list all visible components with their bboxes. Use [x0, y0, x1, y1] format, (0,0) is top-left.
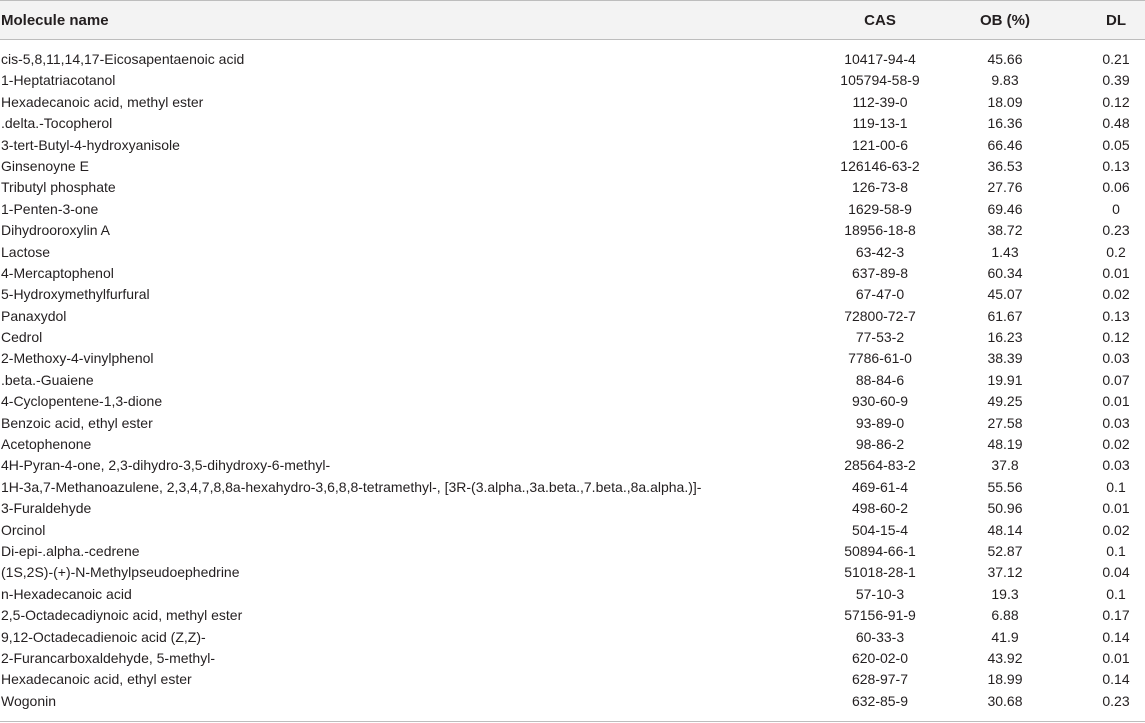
- cell-molecule-name: Benzoic acid, ethyl ester: [1, 414, 153, 431]
- cell-dl: 0.02: [1102, 436, 1130, 453]
- cell-ob: 45.07: [987, 286, 1023, 303]
- cell-ob: 18.99: [987, 671, 1023, 688]
- cell-molecule-name: (1S,2S)-(+)-N-Methylpseudoephedrine: [1, 564, 240, 581]
- cell-dl: 0.13: [1102, 307, 1130, 324]
- cell-ob: 27.58: [987, 414, 1023, 431]
- cell-ob: 30.68: [987, 692, 1023, 709]
- table-row: [0, 113, 1145, 134]
- cell-cas: 504-15-4: [851, 521, 909, 538]
- table-row: [0, 391, 1145, 412]
- table-row: [0, 135, 1145, 156]
- cell-cas: 469-61-4: [851, 478, 909, 495]
- table-row: [0, 70, 1145, 91]
- cell-dl: 0.02: [1102, 521, 1130, 538]
- cell-molecule-name: Hexadecanoic acid, methyl ester: [1, 93, 204, 110]
- cell-molecule-name: Di-epi-.alpha.-cedrene: [1, 542, 140, 559]
- cell-cas: 632-85-9: [851, 692, 909, 709]
- table-header: [0, 0, 1145, 40]
- cell-ob: 36.53: [987, 157, 1023, 174]
- cell-dl: 0.01: [1102, 393, 1130, 410]
- cell-dl: 0.01: [1102, 500, 1130, 517]
- cell-molecule-name: Ginsenoyne E: [1, 157, 89, 174]
- cell-cas: 7786-61-0: [848, 350, 912, 367]
- cell-ob: 48.14: [987, 521, 1023, 538]
- cell-dl: 0: [1112, 200, 1120, 217]
- cell-molecule-name: 2-Furancarboxaldehyde, 5-methyl-: [1, 649, 215, 666]
- table-row: [0, 413, 1145, 434]
- cell-dl: 0.03: [1102, 457, 1130, 474]
- cell-dl: 0.04: [1102, 564, 1130, 581]
- cell-molecule-name: Orcinol: [1, 521, 46, 538]
- cell-cas: 126146-63-2: [840, 157, 920, 174]
- cell-molecule-name: Tributyl phosphate: [1, 179, 116, 196]
- cell-cas: 126-73-8: [851, 179, 909, 196]
- cell-dl: 0.01: [1102, 264, 1130, 281]
- cell-dl: 0.02: [1102, 286, 1130, 303]
- cell-molecule-name: 2-Methoxy-4-vinylphenol: [1, 350, 154, 367]
- cell-cas: 57-10-3: [855, 585, 905, 602]
- cell-dl: 0.17: [1102, 607, 1130, 624]
- header-ob: OB (%): [980, 12, 1030, 29]
- cell-ob: 52.87: [987, 542, 1023, 559]
- cell-dl: 0.13: [1102, 157, 1130, 174]
- table-row: [0, 199, 1145, 220]
- cell-cas: 67-47-0: [855, 286, 905, 303]
- cell-dl: 0.1: [1106, 585, 1126, 602]
- table-row: [0, 370, 1145, 391]
- cell-ob: 49.25: [987, 393, 1023, 410]
- table-row: [0, 605, 1145, 626]
- cell-dl: 0.39: [1102, 72, 1130, 89]
- table-row: [0, 455, 1145, 476]
- cell-cas: 50894-66-1: [844, 542, 916, 559]
- table-row: [0, 220, 1145, 241]
- cell-ob: 55.56: [987, 478, 1023, 495]
- cell-cas: 57156-91-9: [844, 607, 916, 624]
- cell-ob: 19.91: [987, 371, 1023, 388]
- table-bottom-rule: [0, 721, 1145, 722]
- cell-ob: 60.34: [987, 264, 1023, 281]
- table-row: [0, 434, 1145, 455]
- cell-cas: 88-84-6: [855, 371, 905, 388]
- cell-dl: 0.03: [1102, 350, 1130, 367]
- cell-ob: 66.46: [987, 136, 1023, 153]
- header-dl: DL: [1106, 12, 1126, 29]
- cell-molecule-name: Cedrol: [1, 329, 43, 346]
- cell-dl: 0.48: [1102, 115, 1130, 132]
- cell-dl: 0.1: [1106, 478, 1126, 495]
- cell-dl: 0.06: [1102, 179, 1130, 196]
- cell-cas: 1629-58-9: [848, 200, 912, 217]
- cell-ob: 16.36: [987, 115, 1023, 132]
- cell-ob: 9.83: [991, 72, 1019, 89]
- cell-ob: 1.43: [991, 243, 1019, 260]
- cell-ob: 69.46: [987, 200, 1023, 217]
- cell-molecule-name: 1H-3a,7-Methanoazulene, 2,3,4,7,8,8a-hexahydro-3,6,8,8-tetramethyl-, [3R-(3.alpha.,3a.beta.,7.beta.,8a.alpha.)]-: [1, 478, 702, 495]
- cell-molecule-name: 5-Hydroxymethylfurfural: [1, 286, 150, 303]
- cell-dl: 0.12: [1102, 93, 1130, 110]
- cell-molecule-name: .delta.-Tocopherol: [1, 115, 113, 132]
- table-row: [0, 477, 1145, 498]
- cell-dl: 0.14: [1102, 628, 1130, 645]
- cell-molecule-name: n-Hexadecanoic acid: [1, 585, 132, 602]
- cell-molecule-name: Hexadecanoic acid, ethyl ester: [1, 671, 192, 688]
- table-row: [0, 562, 1145, 583]
- table-row: [0, 306, 1145, 327]
- cell-molecule-name: Acetophenone: [1, 436, 92, 453]
- table-row: [0, 284, 1145, 305]
- cell-ob: 37.8: [991, 457, 1019, 474]
- cell-dl: 0.21: [1102, 51, 1130, 67]
- cell-cas: 620-02-0: [851, 649, 909, 666]
- cell-molecule-name: Lactose: [1, 243, 51, 260]
- cell-molecule-name: 2,5-Octadecadiynoic acid, methyl ester: [1, 607, 243, 624]
- cell-ob: 18.09: [987, 93, 1023, 110]
- table-row: [0, 648, 1145, 669]
- cell-cas: 51018-28-1: [844, 564, 916, 581]
- cell-ob: 50.96: [987, 500, 1023, 517]
- cell-cas: 60-33-3: [855, 628, 905, 645]
- cell-cas: 18956-18-8: [844, 222, 916, 239]
- cell-molecule-name: .beta.-Guaiene: [1, 371, 94, 388]
- cell-dl: 0.23: [1102, 222, 1130, 239]
- table-row: [0, 498, 1145, 519]
- cell-cas: 637-89-8: [851, 264, 909, 281]
- cell-ob: 43.92: [987, 649, 1023, 666]
- table-row: [0, 156, 1145, 177]
- cell-cas: 105794-58-9: [840, 72, 920, 89]
- table-row: [0, 691, 1145, 712]
- cell-dl: 0.03: [1102, 414, 1130, 431]
- table-row: [0, 669, 1145, 690]
- cell-ob: 45.66: [987, 51, 1023, 67]
- cell-ob: 61.67: [987, 307, 1023, 324]
- cell-dl: 0.23: [1102, 692, 1130, 709]
- cell-ob: 41.9: [991, 628, 1019, 645]
- cell-molecule-name: 3-Furaldehyde: [1, 500, 92, 517]
- cell-dl: 0.1: [1106, 542, 1126, 559]
- cell-ob: 37.12: [987, 564, 1023, 581]
- cell-cas: 930-60-9: [851, 393, 909, 410]
- table-row: [0, 627, 1145, 648]
- table-row: [0, 584, 1145, 605]
- cell-ob: 16.23: [987, 329, 1023, 346]
- cell-dl: 0.2: [1106, 243, 1126, 260]
- cell-molecule-name: 4H-Pyran-4-one, 2,3-dihydro-3,5-dihydroxy-6-methyl-: [1, 457, 331, 474]
- cell-molecule-name: Panaxydol: [1, 307, 67, 324]
- table-row: [0, 263, 1145, 284]
- cell-molecule-name: 3-tert-Butyl-4-hydroxyanisole: [1, 136, 180, 153]
- cell-ob: 27.76: [987, 179, 1023, 196]
- cell-ob: 38.72: [987, 222, 1023, 239]
- cell-dl: 0.07: [1102, 371, 1130, 388]
- table-row: [0, 327, 1145, 348]
- header-molecule-name: Molecule name: [1, 12, 109, 29]
- table-row: [0, 520, 1145, 541]
- cell-cas: 112-39-0: [852, 93, 908, 110]
- cell-cas: 77-53-2: [855, 329, 905, 346]
- cell-molecule-name: 4-Cyclopentene-1,3-dione: [1, 393, 163, 410]
- table-body: [0, 49, 1145, 712]
- cell-cas: 72800-72-7: [844, 307, 916, 324]
- cell-dl: 0.14: [1102, 671, 1130, 688]
- cell-dl: 0.12: [1102, 329, 1130, 346]
- cell-molecule-name: 1-Penten-3-one: [1, 200, 99, 217]
- table-row: [0, 177, 1145, 198]
- cell-dl: 0.05: [1102, 136, 1130, 153]
- cell-dl: 0.01: [1102, 649, 1130, 666]
- table-row: [0, 92, 1145, 113]
- cell-ob: 48.19: [987, 436, 1023, 453]
- cell-ob: 38.39: [987, 350, 1023, 367]
- cell-ob: 6.88: [991, 607, 1019, 624]
- cell-molecule-name: 1-Heptatriacotanol: [1, 72, 116, 89]
- table-row: [0, 49, 1145, 70]
- cell-ob: 19.3: [991, 585, 1019, 602]
- cell-molecule-name: 9,12-Octadecadienoic acid (Z,Z)-: [1, 628, 206, 645]
- table-row: [0, 242, 1145, 263]
- cell-cas: 28564-83-2: [844, 457, 916, 474]
- cell-cas: 10417-94-4: [844, 51, 916, 67]
- table-row: [0, 348, 1145, 369]
- cell-cas: 121-00-6: [851, 136, 909, 153]
- cell-cas: 98-86-2: [855, 436, 905, 453]
- cell-molecule-name: cis-5,8,11,14,17-Eicosapentaenoic acid: [1, 51, 245, 67]
- cell-cas: 93-89-0: [855, 414, 905, 431]
- cell-cas: 63-42-3: [855, 243, 905, 260]
- cell-cas: 628-97-7: [851, 671, 909, 688]
- cell-molecule-name: Wogonin: [1, 692, 57, 709]
- cell-molecule-name: 4-Mercaptophenol: [1, 264, 114, 281]
- table-row: [0, 541, 1145, 562]
- cell-molecule-name: Dihydrooroxylin A: [1, 222, 110, 239]
- cell-cas: 119-13-1: [852, 115, 908, 132]
- header-cas: CAS: [864, 12, 896, 29]
- cell-cas: 498-60-2: [851, 500, 909, 517]
